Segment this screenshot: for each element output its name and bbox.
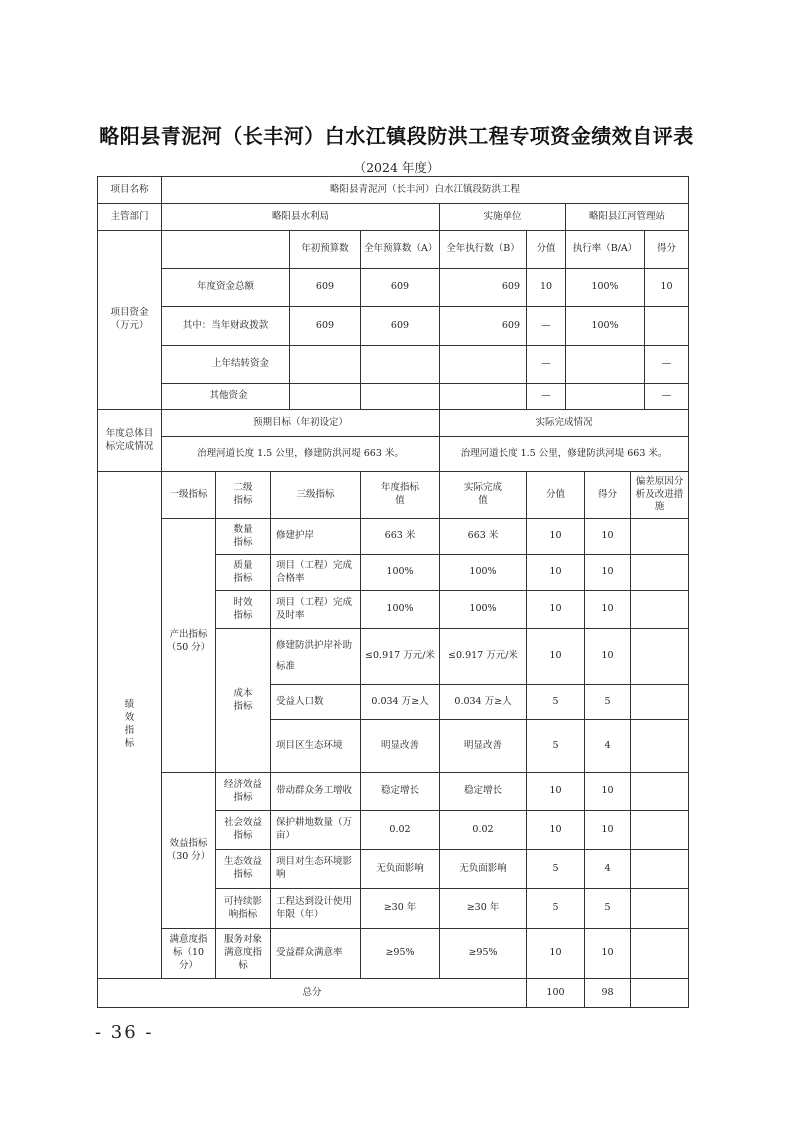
ind-row-actual: 0.02 (439, 810, 527, 850)
level2-service-satisfaction: 服务对象满意度指标 (215, 928, 271, 979)
level2-social: 社会效益指标 (215, 810, 271, 850)
ind-col-score-value: 分值 (526, 471, 585, 519)
ind-row-target: ≤0.917 万元/米 (360, 628, 440, 685)
ind-row-note (630, 810, 689, 850)
impl-value: 略阳县江河管理站 (565, 203, 689, 231)
level2-sustainable: 可持续影响指标 (215, 888, 271, 929)
ind-row-level3: 修建护岸 (270, 518, 361, 555)
funds-row-annual: 609 (360, 268, 440, 307)
document-subtitle: （2024 年度） (353, 160, 440, 175)
funds-col-score-value: 分值 (526, 230, 566, 269)
ind-row-level3: 项目对生态环境影响 (270, 849, 361, 889)
ind-col-score: 得分 (584, 471, 631, 519)
ind-row-actual: 明显改善 (439, 719, 527, 773)
funds-col-rate: 执行率（B/A） (565, 230, 645, 269)
funds-row-annual (360, 383, 440, 410)
ind-row-level3: 受益群众满意率 (270, 928, 361, 979)
ind-row-score-value: 10 (526, 628, 585, 685)
funds-col-score: 得分 (644, 230, 689, 269)
ind-row-actual: 100% (439, 554, 527, 591)
ind-row-score-value: 10 (526, 928, 585, 979)
ind-col-actual: 实际完成值 (439, 471, 527, 519)
funds-row-name: 年度资金总额 (161, 268, 290, 307)
funds-col-initial: 年初预算数 (289, 230, 361, 269)
funds-row-initial: 609 (289, 306, 361, 346)
ind-row-score: 4 (584, 719, 631, 773)
ind-row-level3: 项目（工程）完成合格率 (270, 554, 361, 591)
ind-row-actual: 663 米 (439, 518, 527, 555)
level2-quality: 质量指标 (215, 554, 271, 591)
funds-row-rate (565, 345, 645, 384)
funds-row-initial (289, 383, 361, 410)
ind-row-score: 10 (584, 518, 631, 555)
ind-row-actual: 无负面影响 (439, 849, 527, 889)
ind-row-score-value: 5 (526, 719, 585, 773)
ind-row-score: 10 (584, 554, 631, 591)
funds-col-executed: 全年执行数（B） (439, 230, 527, 269)
funds-row-annual: 609 (360, 306, 440, 346)
goals-actual-label: 实际完成情况 (439, 409, 689, 437)
ind-row-actual: 0.034 万≥人 (439, 684, 527, 720)
level2-economic: 经济效益指标 (215, 772, 271, 811)
ind-row-score-value: 5 (526, 684, 585, 720)
funds-row-rate: 100% (565, 306, 645, 346)
project-name-label: 项目名称 (97, 176, 162, 204)
funds-row-executed: 609 (439, 268, 527, 307)
ind-row-note (630, 518, 689, 555)
impl-label: 实施单位 (439, 203, 566, 231)
ind-row-score: 4 (584, 849, 631, 889)
level2-timeliness: 时效指标 (215, 590, 271, 629)
funds-section-label: 项目资金（万元） (97, 230, 162, 410)
project-name-value: 略阳县青泥河（长丰河）白水江镇段防洪工程 (161, 176, 689, 204)
ind-row-target: 无负面影响 (360, 849, 440, 889)
dept-value: 略阳县水利局 (161, 203, 440, 231)
level2-cost: 成本指标 (215, 628, 271, 773)
ind-row-score-value: 10 (526, 518, 585, 555)
level2-quantity: 数量指标 (215, 518, 271, 555)
dept-label: 主管部门 (97, 203, 162, 231)
goals-section-label: 年度总体目标完成情况 (97, 409, 162, 472)
funds-row-name: 其中：当年财政拨款 (161, 306, 290, 346)
ind-row-note (630, 554, 689, 591)
ind-row-score-value: 10 (526, 554, 585, 591)
ind-col-level2: 二级指标 (215, 471, 271, 519)
total-note (630, 978, 689, 1008)
ind-row-target: ≥30 年 (360, 888, 440, 929)
ind-col-target: 年度指标值 (360, 471, 440, 519)
ind-row-note (630, 628, 689, 685)
ind-row-level3: 保护耕地数量（万亩） (270, 810, 361, 850)
funds-row-initial: 609 (289, 268, 361, 307)
funds-row-score-value: — (526, 345, 566, 384)
funds-col-annual: 全年预算数（A） (360, 230, 440, 269)
level1-satisfaction: 满意度指标（10 分） (161, 928, 216, 979)
ind-row-score-value: 10 (526, 772, 585, 811)
ind-row-note (630, 772, 689, 811)
total-score: 98 (584, 978, 631, 1008)
funds-row-score: — (644, 345, 689, 384)
document-title: 略阳县青泥河（长丰河）白水江镇段防洪工程专项资金绩效自评表 (99, 124, 694, 148)
ind-row-score: 5 (584, 684, 631, 720)
page-number: - 36 - (95, 1022, 154, 1043)
ind-row-actual: ≥30 年 (439, 888, 527, 929)
ind-row-target: 100% (360, 590, 440, 629)
ind-row-target: 稳定增长 (360, 772, 440, 811)
total-score-value: 100 (526, 978, 585, 1008)
ind-row-level3: 项目区生态环境 (270, 719, 361, 773)
ind-row-note (630, 719, 689, 773)
ind-row-note (630, 888, 689, 929)
ind-col-level1: 一级指标 (161, 471, 216, 519)
funds-row-initial (289, 345, 361, 384)
level1-benefit: 效益指标（30 分） (161, 772, 216, 929)
goals-expected-value: 治理河道长度 1.5 公里，修建防洪河堤 663 米。 (161, 436, 440, 472)
ind-row-score-value: 5 (526, 888, 585, 929)
ind-row-level3: 受益人口数 (270, 684, 361, 720)
total-label: 总分 (97, 978, 527, 1008)
ind-col-note: 偏差原因分析及改进措施 (630, 471, 689, 519)
funds-row-score-value: — (526, 383, 566, 410)
ind-row-note (630, 849, 689, 889)
funds-row-executed (439, 383, 527, 410)
funds-row-score-value: — (526, 306, 566, 346)
ind-row-level3: 带动群众务工增收 (270, 772, 361, 811)
ind-row-score-value: 10 (526, 810, 585, 850)
ind-row-target: 明显改善 (360, 719, 440, 773)
ind-row-note (630, 590, 689, 629)
ind-row-target: 0.02 (360, 810, 440, 850)
ind-row-level3: 修建防洪护岸补助标准 (270, 628, 361, 685)
ind-row-actual: ≥95% (439, 928, 527, 979)
funds-row-annual (360, 345, 440, 384)
funds-row-score: — (644, 383, 689, 410)
ind-row-note (630, 684, 689, 720)
ind-row-level3: 工程达到设计使用年限（年） (270, 888, 361, 929)
ind-row-target: ≥95% (360, 928, 440, 979)
ind-row-score: 10 (584, 928, 631, 979)
funds-row-executed: 609 (439, 306, 527, 346)
level2-ecological: 生态效益指标 (215, 849, 271, 889)
ind-row-score-value: 10 (526, 590, 585, 629)
funds-row-name: 其他资金 (161, 383, 290, 410)
funds-col-blank (161, 230, 290, 269)
funds-row-score: 10 (644, 268, 689, 307)
ind-row-score: 5 (584, 888, 631, 929)
funds-row-executed (439, 345, 527, 384)
ind-row-actual: 稳定增长 (439, 772, 527, 811)
funds-row-name: 上年结转资金 (161, 345, 290, 384)
ind-row-target: 663 米 (360, 518, 440, 555)
ind-row-score: 10 (584, 772, 631, 811)
ind-row-level3: 项目（工程）完成及时率 (270, 590, 361, 629)
ind-row-score: 10 (584, 810, 631, 850)
ind-row-target: 100% (360, 554, 440, 591)
funds-row-score (644, 306, 689, 346)
ind-row-score: 10 (584, 590, 631, 629)
ind-row-actual: ≤0.917 万元/米 (439, 628, 527, 685)
funds-row-score-value: 10 (526, 268, 566, 307)
ind-row-note (630, 928, 689, 979)
ind-row-actual: 100% (439, 590, 527, 629)
goals-actual-value: 治理河道长度 1.5 公里，修建防洪河堤 663 米。 (439, 436, 689, 472)
funds-row-rate: 100% (565, 268, 645, 307)
goals-expected-label: 预期目标（年初设定） (161, 409, 440, 437)
level1-output: 产出指标（50 分） (161, 518, 216, 773)
funds-row-rate (565, 383, 645, 410)
ind-row-target: 0.034 万≥人 (360, 684, 440, 720)
ind-row-score-value: 5 (526, 849, 585, 889)
ind-row-score: 10 (584, 628, 631, 685)
ind-col-level3: 三级指标 (270, 471, 361, 519)
indicators-section-label: 绩效指标 (97, 471, 162, 979)
